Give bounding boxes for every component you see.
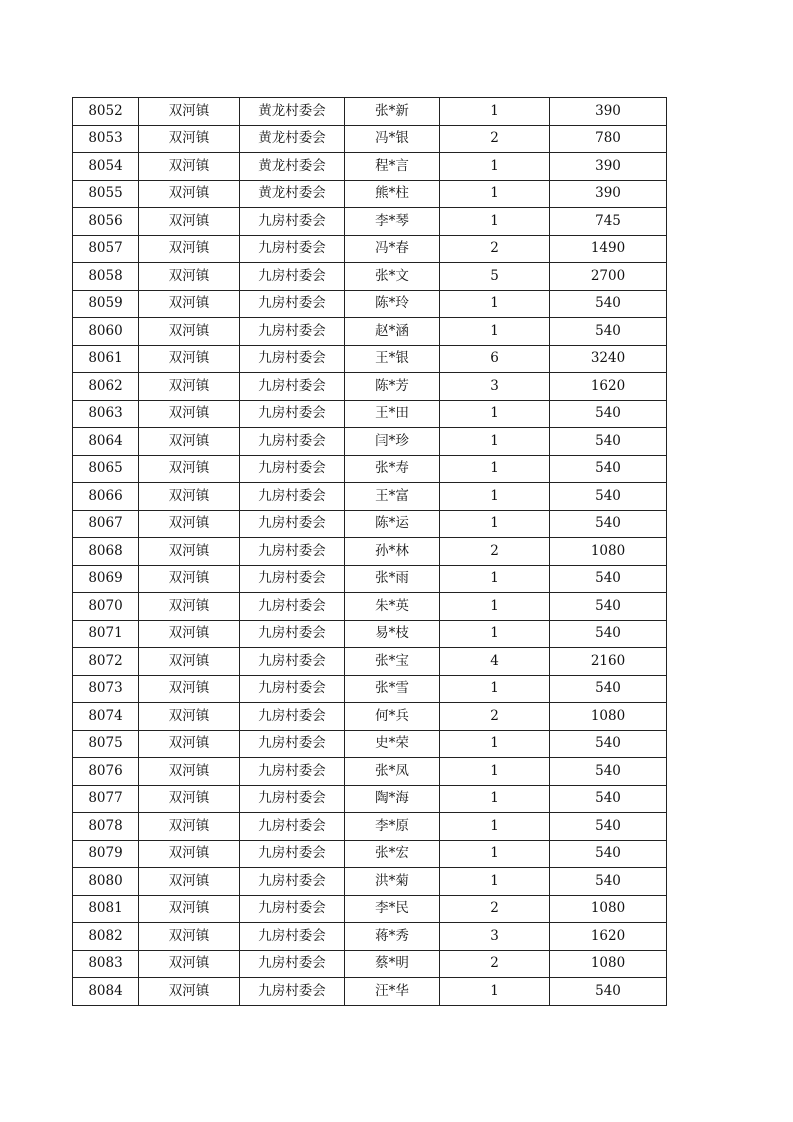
cell-amount: 1080 xyxy=(550,895,667,923)
cell-count: 2 xyxy=(440,895,550,923)
cell-count: 2 xyxy=(440,538,550,566)
table-row xyxy=(73,620,667,648)
cell-count: 2 xyxy=(440,703,550,731)
table-row xyxy=(73,180,667,208)
cell-village: 九房村委会 xyxy=(240,345,345,373)
cell-amount: 390 xyxy=(550,153,667,181)
cell-name: 陶*海 xyxy=(345,785,440,813)
cell-count: 1 xyxy=(440,510,550,538)
cell-id: 8058 xyxy=(73,263,139,291)
cell-name: 陈*运 xyxy=(345,510,440,538)
data-table xyxy=(72,97,667,1006)
cell-amount: 745 xyxy=(550,208,667,236)
table-row xyxy=(73,235,667,263)
cell-town: 双河镇 xyxy=(139,318,240,346)
cell-id: 8071 xyxy=(73,620,139,648)
cell-count: 1 xyxy=(440,290,550,318)
cell-village: 九房村委会 xyxy=(240,620,345,648)
cell-count: 1 xyxy=(440,978,550,1006)
cell-amount: 540 xyxy=(550,868,667,896)
cell-town: 双河镇 xyxy=(139,180,240,208)
cell-town: 双河镇 xyxy=(139,840,240,868)
cell-id: 8063 xyxy=(73,400,139,428)
cell-count: 1 xyxy=(440,730,550,758)
cell-name: 何*兵 xyxy=(345,703,440,731)
cell-name: 李*民 xyxy=(345,895,440,923)
cell-village: 黄龙村委会 xyxy=(240,180,345,208)
cell-town: 双河镇 xyxy=(139,483,240,511)
cell-id: 8052 xyxy=(73,98,139,126)
cell-name: 赵*涵 xyxy=(345,318,440,346)
cell-village: 黄龙村委会 xyxy=(240,125,345,153)
cell-id: 8083 xyxy=(73,950,139,978)
cell-name: 张*宝 xyxy=(345,648,440,676)
cell-town: 双河镇 xyxy=(139,538,240,566)
cell-village: 九房村委会 xyxy=(240,235,345,263)
cell-name: 张*新 xyxy=(345,98,440,126)
cell-village: 九房村委会 xyxy=(240,483,345,511)
table-row xyxy=(73,483,667,511)
cell-name: 程*言 xyxy=(345,153,440,181)
cell-amount: 3240 xyxy=(550,345,667,373)
cell-name: 冯*春 xyxy=(345,235,440,263)
cell-village: 九房村委会 xyxy=(240,675,345,703)
cell-count: 1 xyxy=(440,868,550,896)
table-row xyxy=(73,98,667,126)
cell-id: 8076 xyxy=(73,758,139,786)
cell-amount: 540 xyxy=(550,785,667,813)
cell-town: 双河镇 xyxy=(139,895,240,923)
cell-amount: 540 xyxy=(550,428,667,456)
cell-name: 蔡*明 xyxy=(345,950,440,978)
cell-id: 8082 xyxy=(73,923,139,951)
cell-id: 8081 xyxy=(73,895,139,923)
cell-amount: 540 xyxy=(550,978,667,1006)
cell-count: 1 xyxy=(440,455,550,483)
cell-count: 6 xyxy=(440,345,550,373)
cell-village: 九房村委会 xyxy=(240,648,345,676)
table-row xyxy=(73,208,667,236)
cell-count: 1 xyxy=(440,565,550,593)
cell-village: 九房村委会 xyxy=(240,840,345,868)
cell-town: 双河镇 xyxy=(139,235,240,263)
table-row xyxy=(73,400,667,428)
table-row xyxy=(73,840,667,868)
cell-count: 1 xyxy=(440,208,550,236)
cell-count: 1 xyxy=(440,785,550,813)
cell-name: 张*雪 xyxy=(345,675,440,703)
cell-town: 双河镇 xyxy=(139,125,240,153)
table-row xyxy=(73,978,667,1006)
cell-town: 双河镇 xyxy=(139,620,240,648)
cell-count: 1 xyxy=(440,153,550,181)
cell-id: 8054 xyxy=(73,153,139,181)
cell-amount: 540 xyxy=(550,565,667,593)
cell-name: 洪*菊 xyxy=(345,868,440,896)
cell-amount: 1080 xyxy=(550,538,667,566)
cell-town: 双河镇 xyxy=(139,373,240,401)
cell-town: 双河镇 xyxy=(139,593,240,621)
table-row xyxy=(73,730,667,758)
cell-id: 8061 xyxy=(73,345,139,373)
table-body xyxy=(73,98,667,1006)
cell-name: 张*宏 xyxy=(345,840,440,868)
cell-id: 8074 xyxy=(73,703,139,731)
cell-town: 双河镇 xyxy=(139,565,240,593)
cell-id: 8059 xyxy=(73,290,139,318)
cell-village: 九房村委会 xyxy=(240,428,345,456)
table-row xyxy=(73,703,667,731)
cell-count: 4 xyxy=(440,648,550,676)
cell-name: 闫*珍 xyxy=(345,428,440,456)
cell-amount: 1080 xyxy=(550,703,667,731)
cell-count: 1 xyxy=(440,180,550,208)
cell-name: 李*琴 xyxy=(345,208,440,236)
table-row xyxy=(73,675,667,703)
cell-town: 双河镇 xyxy=(139,703,240,731)
cell-amount: 540 xyxy=(550,483,667,511)
cell-count: 1 xyxy=(440,813,550,841)
cell-name: 王*田 xyxy=(345,400,440,428)
cell-amount: 1620 xyxy=(550,923,667,951)
cell-town: 双河镇 xyxy=(139,153,240,181)
cell-village: 九房村委会 xyxy=(240,978,345,1006)
cell-name: 张*凤 xyxy=(345,758,440,786)
cell-name: 汪*华 xyxy=(345,978,440,1006)
cell-amount: 2160 xyxy=(550,648,667,676)
cell-name: 张*寿 xyxy=(345,455,440,483)
table-row xyxy=(73,758,667,786)
cell-amount: 540 xyxy=(550,758,667,786)
table-row xyxy=(73,785,667,813)
table-row xyxy=(73,868,667,896)
table-row xyxy=(73,510,667,538)
cell-amount: 540 xyxy=(550,510,667,538)
cell-id: 8067 xyxy=(73,510,139,538)
cell-amount: 540 xyxy=(550,593,667,621)
cell-village: 九房村委会 xyxy=(240,868,345,896)
cell-village: 九房村委会 xyxy=(240,703,345,731)
cell-count: 1 xyxy=(440,428,550,456)
cell-amount: 540 xyxy=(550,318,667,346)
cell-name: 朱*英 xyxy=(345,593,440,621)
cell-count: 3 xyxy=(440,373,550,401)
table-row xyxy=(73,538,667,566)
cell-name: 张*文 xyxy=(345,263,440,291)
cell-town: 双河镇 xyxy=(139,978,240,1006)
cell-village: 九房村委会 xyxy=(240,813,345,841)
cell-name: 陈*玲 xyxy=(345,290,440,318)
cell-id: 8055 xyxy=(73,180,139,208)
table-row xyxy=(73,565,667,593)
cell-id: 8060 xyxy=(73,318,139,346)
table-row xyxy=(73,895,667,923)
cell-village: 九房村委会 xyxy=(240,758,345,786)
cell-amount: 540 xyxy=(550,813,667,841)
cell-amount: 2700 xyxy=(550,263,667,291)
cell-id: 8080 xyxy=(73,868,139,896)
cell-count: 1 xyxy=(440,98,550,126)
cell-village: 黄龙村委会 xyxy=(240,153,345,181)
cell-amount: 390 xyxy=(550,98,667,126)
cell-village: 九房村委会 xyxy=(240,565,345,593)
cell-village: 九房村委会 xyxy=(240,400,345,428)
cell-amount: 540 xyxy=(550,290,667,318)
cell-name: 史*荣 xyxy=(345,730,440,758)
cell-name: 陈*芳 xyxy=(345,373,440,401)
table-row xyxy=(73,593,667,621)
cell-village: 黄龙村委会 xyxy=(240,98,345,126)
cell-id: 8079 xyxy=(73,840,139,868)
cell-village: 九房村委会 xyxy=(240,895,345,923)
cell-id: 8075 xyxy=(73,730,139,758)
cell-name: 李*原 xyxy=(345,813,440,841)
cell-amount: 540 xyxy=(550,840,667,868)
cell-name: 蒋*秀 xyxy=(345,923,440,951)
cell-id: 8073 xyxy=(73,675,139,703)
cell-count: 1 xyxy=(440,675,550,703)
cell-id: 8053 xyxy=(73,125,139,153)
cell-town: 双河镇 xyxy=(139,510,240,538)
cell-amount: 540 xyxy=(550,620,667,648)
cell-id: 8078 xyxy=(73,813,139,841)
cell-town: 双河镇 xyxy=(139,455,240,483)
table-row xyxy=(73,950,667,978)
cell-town: 双河镇 xyxy=(139,263,240,291)
cell-count: 1 xyxy=(440,758,550,786)
table-row xyxy=(73,455,667,483)
cell-amount: 1490 xyxy=(550,235,667,263)
cell-count: 3 xyxy=(440,923,550,951)
table-row xyxy=(73,290,667,318)
cell-count: 1 xyxy=(440,483,550,511)
cell-village: 九房村委会 xyxy=(240,785,345,813)
cell-count: 2 xyxy=(440,950,550,978)
cell-town: 双河镇 xyxy=(139,758,240,786)
cell-count: 1 xyxy=(440,620,550,648)
cell-village: 九房村委会 xyxy=(240,290,345,318)
cell-name: 易*枝 xyxy=(345,620,440,648)
cell-amount: 1620 xyxy=(550,373,667,401)
cell-id: 8056 xyxy=(73,208,139,236)
cell-name: 张*雨 xyxy=(345,565,440,593)
cell-count: 2 xyxy=(440,125,550,153)
cell-amount: 540 xyxy=(550,400,667,428)
cell-town: 双河镇 xyxy=(139,785,240,813)
cell-name: 王*富 xyxy=(345,483,440,511)
cell-village: 九房村委会 xyxy=(240,593,345,621)
cell-count: 1 xyxy=(440,400,550,428)
cell-count: 2 xyxy=(440,235,550,263)
cell-id: 8066 xyxy=(73,483,139,511)
cell-count: 1 xyxy=(440,318,550,346)
cell-id: 8057 xyxy=(73,235,139,263)
cell-town: 双河镇 xyxy=(139,648,240,676)
cell-village: 九房村委会 xyxy=(240,318,345,346)
cell-village: 九房村委会 xyxy=(240,455,345,483)
cell-town: 双河镇 xyxy=(139,208,240,236)
cell-count: 1 xyxy=(440,840,550,868)
table-row xyxy=(73,428,667,456)
cell-id: 8072 xyxy=(73,648,139,676)
cell-village: 九房村委会 xyxy=(240,510,345,538)
cell-town: 双河镇 xyxy=(139,290,240,318)
table-row xyxy=(73,125,667,153)
cell-id: 8065 xyxy=(73,455,139,483)
cell-town: 双河镇 xyxy=(139,345,240,373)
cell-village: 九房村委会 xyxy=(240,208,345,236)
cell-id: 8064 xyxy=(73,428,139,456)
cell-name: 冯*银 xyxy=(345,125,440,153)
cell-count: 1 xyxy=(440,593,550,621)
cell-town: 双河镇 xyxy=(139,868,240,896)
cell-name: 孙*林 xyxy=(345,538,440,566)
cell-village: 九房村委会 xyxy=(240,373,345,401)
cell-town: 双河镇 xyxy=(139,813,240,841)
table-row xyxy=(73,923,667,951)
cell-town: 双河镇 xyxy=(139,950,240,978)
table-row xyxy=(73,648,667,676)
cell-village: 九房村委会 xyxy=(240,950,345,978)
table-row xyxy=(73,373,667,401)
cell-town: 双河镇 xyxy=(139,400,240,428)
cell-town: 双河镇 xyxy=(139,730,240,758)
cell-name: 熊*柱 xyxy=(345,180,440,208)
cell-amount: 540 xyxy=(550,455,667,483)
cell-village: 九房村委会 xyxy=(240,730,345,758)
cell-id: 8069 xyxy=(73,565,139,593)
cell-id: 8062 xyxy=(73,373,139,401)
cell-village: 九房村委会 xyxy=(240,538,345,566)
cell-name: 王*银 xyxy=(345,345,440,373)
cell-village: 九房村委会 xyxy=(240,263,345,291)
table-row xyxy=(73,813,667,841)
cell-town: 双河镇 xyxy=(139,98,240,126)
table-row xyxy=(73,345,667,373)
cell-amount: 390 xyxy=(550,180,667,208)
cell-id: 8084 xyxy=(73,978,139,1006)
cell-id: 8070 xyxy=(73,593,139,621)
cell-id: 8068 xyxy=(73,538,139,566)
cell-village: 九房村委会 xyxy=(240,923,345,951)
cell-count: 5 xyxy=(440,263,550,291)
table-row xyxy=(73,318,667,346)
cell-id: 8077 xyxy=(73,785,139,813)
cell-amount: 540 xyxy=(550,730,667,758)
cell-town: 双河镇 xyxy=(139,923,240,951)
cell-amount: 780 xyxy=(550,125,667,153)
cell-amount: 1080 xyxy=(550,950,667,978)
table-row xyxy=(73,153,667,181)
cell-town: 双河镇 xyxy=(139,675,240,703)
cell-amount: 540 xyxy=(550,675,667,703)
table-row xyxy=(73,263,667,291)
cell-town: 双河镇 xyxy=(139,428,240,456)
